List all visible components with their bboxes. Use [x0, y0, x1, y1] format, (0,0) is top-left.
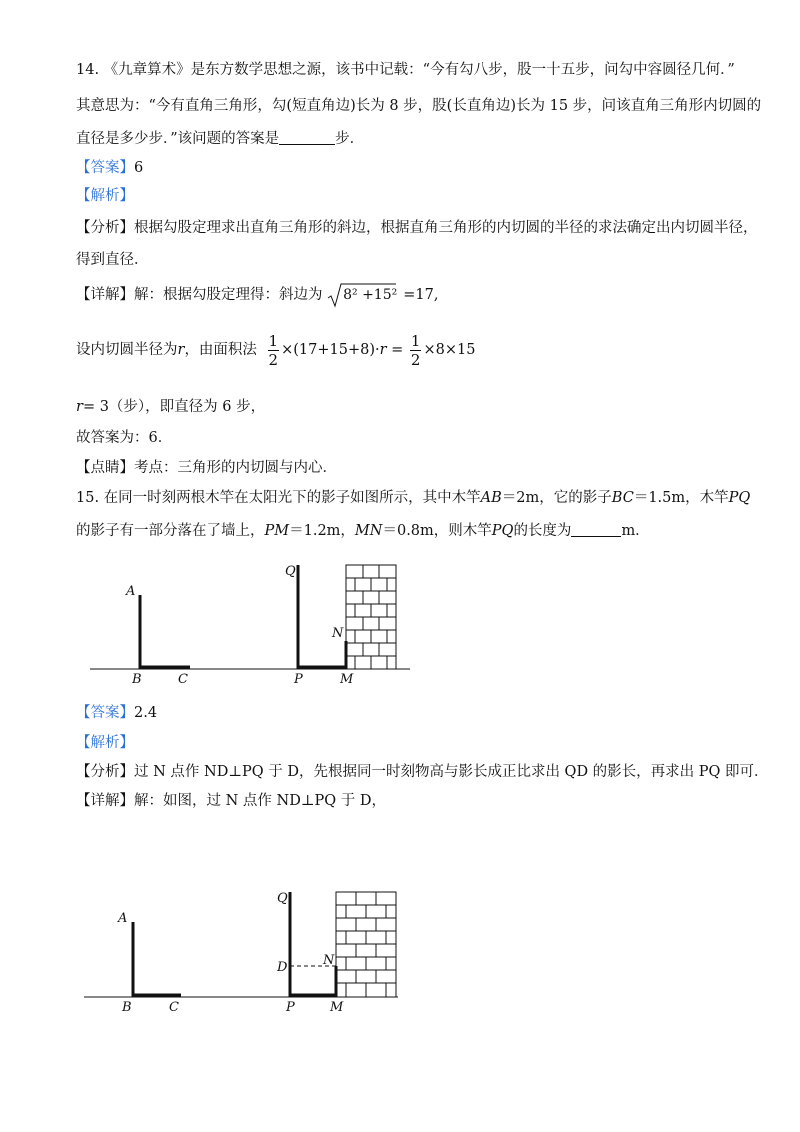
fraction-half-2: $\frac{1}{2}$ — [410, 331, 421, 369]
q14-xiangjie-4: 故答案为：6． — [76, 430, 173, 446]
q15-line2: 的影子有一部分落在了墙上，PM＝1.2m，MN＝0.8m，则木竿PQ的长度为 m． — [76, 523, 650, 539]
q15-answer: 【答案】2.4 — [76, 705, 158, 721]
answer-blank-15 — [571, 522, 621, 537]
label-p-2: P — [286, 1000, 295, 1015]
pole-pq-shadow-pmn-2 — [290, 892, 336, 995]
label-n: N — [332, 626, 344, 641]
q14-line1: 14. 《九章算术》是东方数学思想之源，该书中记载：“今有勾八步，股一十五步，问勾中容圆径几何．” — [76, 62, 735, 78]
label-m-2: M — [330, 1000, 344, 1015]
label-q-2: Q — [277, 891, 288, 906]
label-a: A — [126, 584, 136, 599]
label-b: B — [132, 672, 142, 685]
q15-fenxi: 【分析】过 N 点作 ND⊥PQ 于 D，先根据同一时刻物高与影长成正比求出 QD 的影长，再求出 PQ 即可． — [76, 764, 769, 780]
q15-analysis-tag: 【解析】 — [76, 735, 134, 751]
label-q: Q — [285, 564, 296, 579]
q14-xiangjie-2: 设内切圆半径为r，由面积法 $\frac{1}{2}$ ×(17+15+8)·r = $\frac{1}{2}$ ×8×15 — [76, 331, 476, 369]
brick-wall — [346, 565, 396, 669]
shadow-figure-2 — [76, 880, 416, 1020]
q14-fenxi-1: 【分析】根据勾股定理求出直角三角形的斜边，根据直角三角形的内切圆的半径的求法确定出内切圆半径， — [76, 220, 758, 236]
q14-line3: 直径是多少步．”该问题的答案是 步． — [76, 131, 365, 147]
pole-pq-shadow-pmn — [298, 565, 346, 667]
q14-answer: 【答案】6 — [76, 160, 144, 176]
q15-xiangjie: 【详解】解：如图，过 N 点作 ND⊥PQ 于 D， — [76, 793, 386, 809]
q14-xiangjie-3: r= 3（步），即直径为 6 步， — [76, 399, 266, 415]
label-d-2: D — [277, 960, 288, 975]
label-n-2: N — [323, 953, 335, 968]
shadow-figure-1 — [80, 555, 420, 685]
answer-tag: 【答案】 — [76, 160, 134, 176]
answer-blank — [279, 130, 335, 145]
q14-fenxi-2: 得到直径． — [76, 252, 149, 268]
sqrt-content: 8² +15² — [343, 287, 398, 303]
label-m: M — [340, 672, 354, 685]
q14-line2: 其意思为：“今有直角三角形，勾(短直角边)长为 8 步，股(长直角边)长为 15 步，问该直角三角形内切圆的 — [76, 98, 762, 114]
label-a-2: A — [118, 911, 128, 926]
q14-analysis-tag: 【解析】 — [76, 188, 134, 204]
pole-ab-shadow-bc — [140, 595, 190, 667]
q14-dianjing: 【点睛】考点：三角形的内切圆与内心． — [76, 460, 337, 476]
label-c: C — [178, 672, 188, 685]
label-c-2: C — [169, 1000, 179, 1015]
q14-xiangjie-1: 【详解】解：根据勾股定理得：斜边为 8² +15² =17, — [76, 282, 438, 308]
label-p: P — [294, 672, 303, 685]
q15-line1: 15. 在同一时刻两根木竿在太阳光下的影子如图所示，其中木竿AB＝2m，它的影子BC＝1.5m，木竿PQ — [76, 490, 751, 506]
brick-wall-2 — [336, 892, 396, 997]
fraction-half: $\frac{1}{2}$ — [268, 331, 279, 369]
label-b-2: B — [122, 1000, 132, 1015]
pole-ab-shadow-bc-2 — [133, 922, 181, 995]
